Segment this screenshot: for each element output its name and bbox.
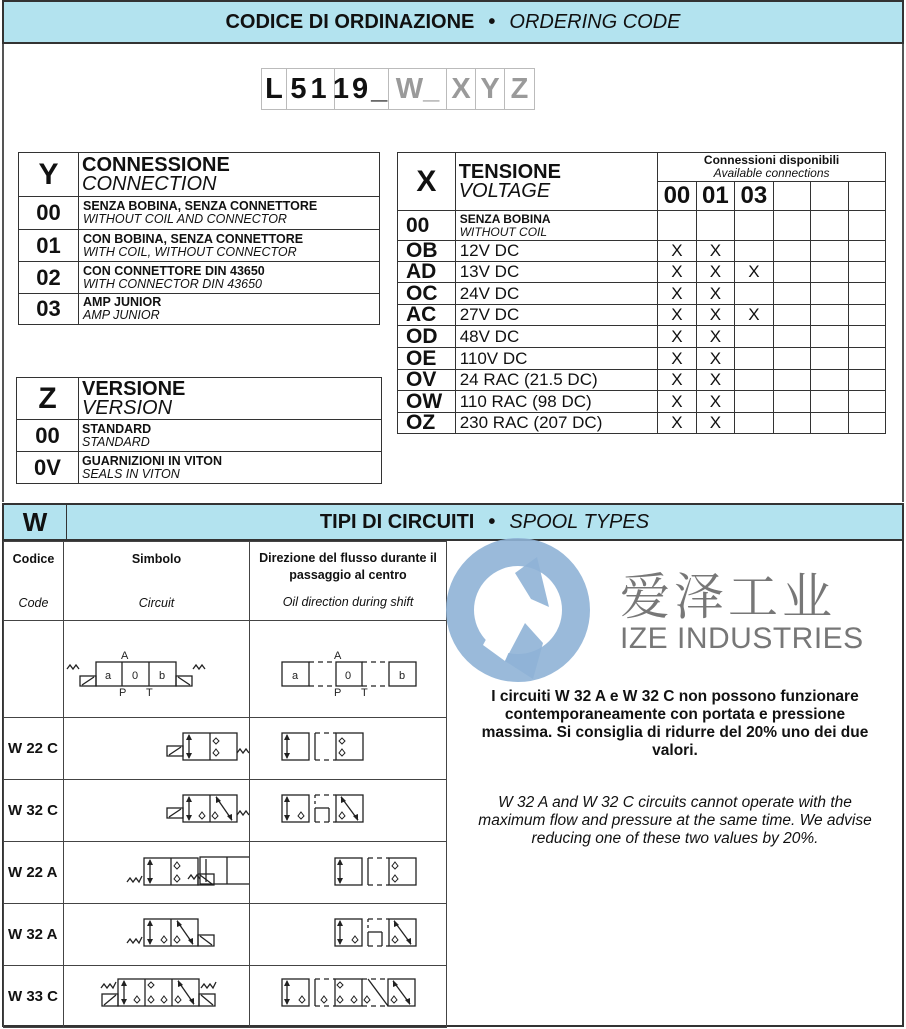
conn-col-header	[811, 182, 848, 211]
voltage-code: OW	[398, 391, 456, 413]
availability-mark	[735, 370, 773, 391]
availability-mark	[735, 283, 773, 305]
availability-mark: X	[658, 326, 696, 348]
available-connections-it: Connessioni disponibili	[703, 153, 840, 167]
version-key-z: Z	[17, 378, 79, 420]
w22c-flow	[250, 729, 446, 769]
connection-desc-it: AMP JUNIOR	[83, 295, 162, 309]
voltage-code: OB	[398, 241, 456, 262]
voltage-row	[398, 370, 886, 391]
ordering-code-title-en: ORDERING CODE	[509, 10, 681, 33]
version-code: 0V	[17, 452, 79, 484]
w22c-symbol	[64, 729, 249, 769]
title-separator: •	[488, 10, 496, 33]
voltage-value: 24 RAC (21.5 DC)	[455, 370, 657, 391]
svg-text:P: P	[119, 687, 127, 699]
w22a-symbol-drawing	[100, 852, 220, 892]
conn-col-header: 01	[696, 182, 734, 211]
code-box-l: L	[262, 69, 287, 109]
version-desc-en: STANDARD	[82, 434, 150, 449]
spool-legend-symbol	[64, 639, 249, 699]
availability-mark: X	[735, 305, 773, 326]
spool-code: W 32 A	[4, 904, 64, 966]
spool-table	[3, 541, 447, 1028]
connection-desc-en: AMP JUNIOR	[83, 308, 160, 322]
availability-mark: X	[658, 391, 696, 413]
ordering-code-boxes	[261, 68, 535, 110]
connection-row	[19, 262, 380, 294]
voltage-row	[398, 283, 886, 305]
available-connections-en: Available connections	[713, 166, 830, 180]
voltage-row	[398, 211, 886, 241]
availability-mark	[735, 413, 773, 434]
code-box-w: W_	[389, 69, 447, 109]
connection-title-en: CONNECTION	[82, 173, 217, 195]
voltage-code: OD	[398, 326, 456, 348]
header-code-en: Code	[18, 596, 49, 610]
svg-text:A: A	[334, 650, 342, 662]
connection-desc-en: WITH COIL, WITHOUT CONNECTOR	[83, 244, 297, 259]
voltage-key-x: X	[398, 153, 456, 211]
voltage-row	[398, 262, 886, 283]
connection-desc-it: CON CONNETTORE DIN 43650	[83, 263, 265, 278]
ordering-code-title-it: CODICE DI ORDINAZIONE	[225, 10, 475, 33]
version-table	[16, 377, 382, 484]
connection-desc-it: CON BOBINA, SENZA CONNETTORE	[83, 231, 304, 246]
header-symbol-it: Simbolo	[131, 552, 182, 566]
availability-mark: X	[658, 348, 696, 370]
note-english: W 32 A and W 32 C circuits cannot operate with the maximum flow and pressure at the same time. We advise reducing one of these two values by 20%.	[478, 794, 872, 847]
voltage-code: AD	[398, 262, 456, 283]
availability-mark: X	[658, 370, 696, 391]
version-row	[17, 452, 382, 484]
spool-row	[4, 718, 447, 780]
voltage-table	[397, 152, 886, 434]
w32a-flow-drawing	[320, 913, 430, 953]
spool-legend-row	[4, 621, 447, 718]
voltage-value: 12V DC	[455, 241, 657, 262]
spool-key-w: W	[4, 505, 67, 539]
code-box-z: Z	[510, 72, 529, 105]
connection-desc-it: SENZA BOBINA, SENZA CONNETTORE	[83, 199, 318, 213]
code-box-51: 51	[287, 69, 335, 109]
connection-desc-en: WITHOUT COIL AND CONNECTOR	[83, 212, 287, 226]
availability-mark: X	[658, 283, 696, 305]
conn-col-header: 03	[735, 182, 773, 211]
watermark-brand-en: IZE INDUSTRIES	[620, 622, 864, 655]
ize-logo-icon	[445, 537, 591, 683]
version-code: 00	[17, 420, 79, 452]
availability-mark: X	[696, 283, 734, 305]
connection-code: 00	[19, 197, 79, 230]
voltage-value: 110V DC	[455, 348, 657, 370]
availability-mark: X	[696, 348, 734, 370]
note-italian: I circuiti W 32 A e W 32 C non possono funzionare contemporaneamente con portata e pressione massima. Si consiglia di ridurre del 20% uno dei due valori.	[481, 688, 869, 759]
spool-code: W 22 A	[4, 842, 64, 904]
availability-mark: X	[696, 262, 734, 283]
svg-text:a: a	[105, 670, 112, 682]
svg-text:T: T	[361, 687, 368, 699]
svg-text:a: a	[292, 670, 299, 682]
title-separator: •	[488, 510, 496, 533]
voltage-value: 110 RAC (98 DC)	[455, 391, 657, 413]
connection-code: 01	[19, 230, 79, 262]
code-box-y: Y	[476, 69, 505, 109]
spool-code: W 33 C	[4, 966, 64, 1028]
spool-code: W 22 C	[4, 718, 64, 780]
voltage-value: 24V DC	[455, 283, 657, 305]
svg-text:T: T	[146, 687, 153, 699]
availability-mark: X	[658, 262, 696, 283]
voltage-code: OV	[398, 370, 456, 391]
availability-mark	[735, 348, 773, 370]
conn-col-header: 00	[658, 182, 696, 211]
w32c-flow	[250, 791, 446, 831]
availability-mark: X	[696, 391, 734, 413]
connection-code: 02	[19, 262, 79, 294]
availability-mark: X	[696, 413, 734, 434]
ordering-code-banner	[2, 0, 904, 44]
voltage-code: OZ	[398, 413, 456, 434]
availability-mark	[735, 241, 773, 262]
availability-mark: X	[696, 241, 734, 262]
voltage-value: 48V DC	[455, 326, 657, 348]
voltage-code: OC	[398, 283, 456, 305]
watermark-brand-cn: 爱泽工业	[620, 568, 836, 626]
voltage-row	[398, 305, 886, 326]
header-code-it: Codice	[12, 552, 55, 566]
svg-text:A: A	[121, 650, 129, 662]
availability-mark: X	[696, 326, 734, 348]
version-title-en: VERSION	[82, 397, 173, 419]
availability-mark: X	[658, 305, 696, 326]
version-desc-en: SEALS IN VITON	[82, 466, 180, 481]
connection-row	[19, 230, 380, 262]
svg-text:0: 0	[345, 670, 352, 682]
voltage-value: 230 RAC (207 DC)	[455, 413, 657, 434]
availability-mark: X	[696, 370, 734, 391]
w33c-flow-drawing	[278, 974, 423, 1014]
header-symbol-en: Circuit	[138, 596, 175, 610]
conn-col-header	[848, 182, 886, 211]
svg-text:b: b	[159, 670, 166, 682]
availability-mark	[735, 326, 773, 348]
spool-title-it: TIPI DI CIRCUITI	[319, 510, 475, 533]
voltage-row	[398, 413, 886, 434]
voltage-code: AC	[398, 305, 456, 326]
header-flow-en: Oil direction during shift	[282, 595, 414, 609]
voltage-row	[398, 348, 886, 370]
availability-mark: X	[696, 305, 734, 326]
ize-logo-watermark	[445, 537, 591, 683]
w32a-symbol-drawing	[100, 913, 220, 953]
conn-col-header	[773, 182, 810, 211]
connection-key-y: Y	[19, 153, 79, 197]
flow-legend-symbol	[250, 639, 446, 699]
voltage-row	[398, 391, 886, 413]
svg-text:P: P	[334, 687, 342, 699]
voltage-desc-it: SENZA BOBINA	[459, 211, 551, 226]
voltage-value: 27V DC	[455, 305, 657, 326]
w33c-symbol-drawing	[98, 974, 228, 1014]
availability-mark: X	[735, 262, 773, 283]
w22a-flow-drawing	[320, 852, 430, 892]
version-title-it: VERSIONE	[82, 378, 186, 400]
svg-text:b: b	[399, 670, 406, 682]
spool-types-banner	[2, 503, 904, 541]
spool-title-en: SPOOL TYPES	[509, 510, 650, 533]
voltage-row	[398, 326, 886, 348]
voltage-code: 00	[398, 211, 456, 241]
connection-row	[19, 197, 380, 230]
version-row	[17, 420, 382, 452]
voltage-title-it: TENSIONE	[458, 161, 561, 183]
voltage-desc-en: WITHOUT COIL	[459, 224, 548, 239]
svg-text:0: 0	[132, 670, 139, 682]
header-flow-it: Direzione del flusso durante il passaggio al centro	[259, 551, 437, 582]
availability-mark: X	[658, 241, 696, 262]
availability-mark	[735, 391, 773, 413]
w32c-symbol	[64, 791, 249, 831]
spool-note	[470, 688, 880, 848]
connection-title-it: CONNESSIONE	[82, 154, 230, 176]
code-box-19: 19_	[335, 69, 389, 109]
connection-table	[18, 152, 380, 325]
code-box-x: X	[447, 69, 476, 109]
voltage-row	[398, 241, 886, 262]
voltage-value: 13V DC	[455, 262, 657, 283]
spool-code: W 32 C	[4, 780, 64, 842]
connection-desc-en: WITH CONNECTOR DIN 43650	[83, 276, 262, 291]
connection-row	[19, 294, 380, 325]
version-desc-it: GUARNIZIONI IN VITON	[82, 453, 223, 468]
version-desc-it: STANDARD	[82, 421, 152, 436]
spool-row	[4, 780, 447, 842]
voltage-title-en: VOLTAGE	[458, 180, 551, 202]
connection-code: 03	[19, 294, 79, 325]
availability-mark: X	[658, 413, 696, 434]
voltage-code: OE	[398, 348, 456, 370]
